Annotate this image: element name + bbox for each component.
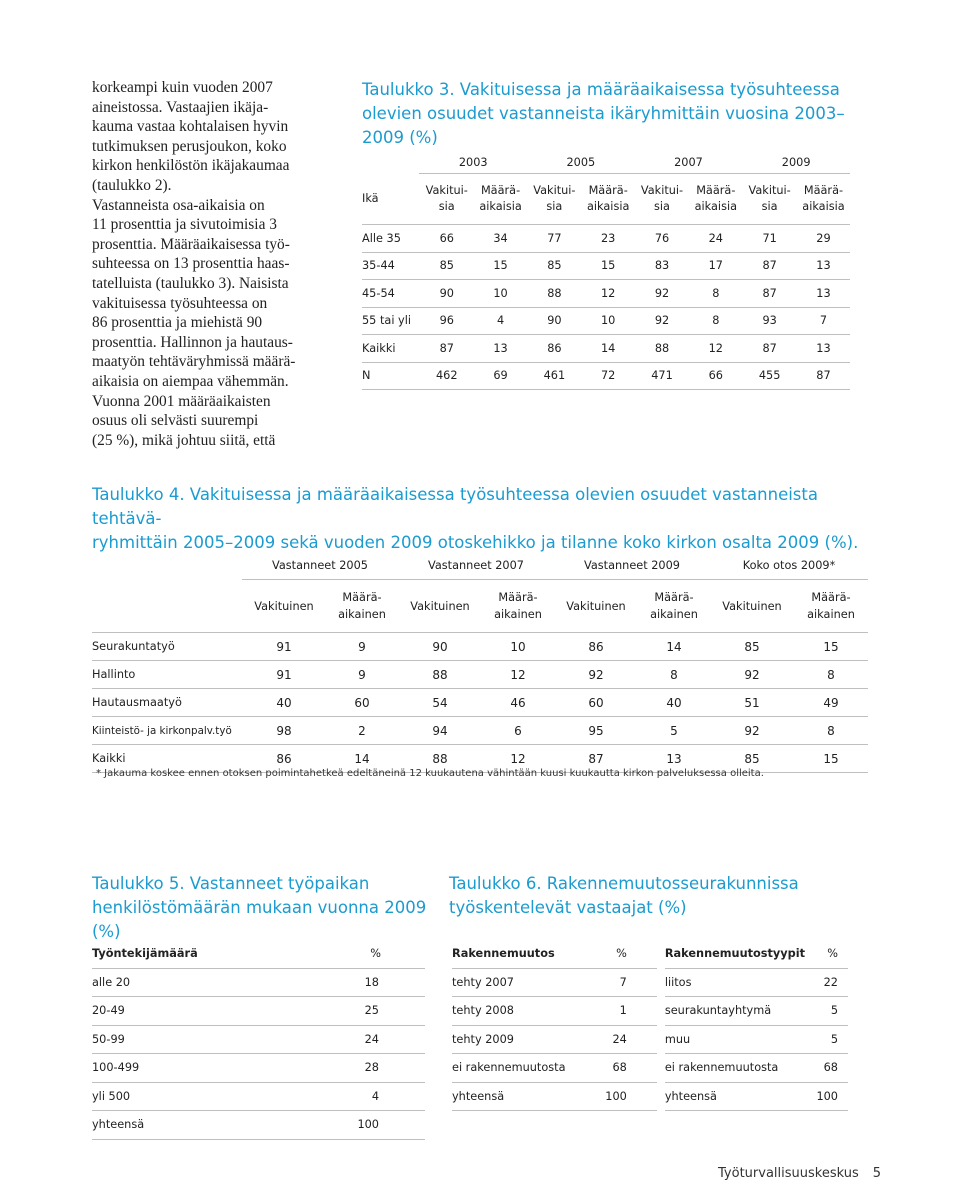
table4-subheader: Vakituinen — [410, 599, 470, 613]
table6-row — [452, 997, 848, 1026]
table3-cell: 66 — [689, 362, 742, 390]
table4-cell: 95 — [554, 717, 638, 745]
table3-cell: 29 — [797, 225, 850, 253]
table3-subheader: Määrä- aikaisia — [802, 184, 845, 213]
table3-cell: 72 — [582, 362, 635, 390]
table4-cell: 88 — [398, 661, 482, 689]
table4-cell: 14 — [638, 633, 710, 661]
table3-year-header: 2003 — [419, 151, 527, 174]
table5-row-value: 100 — [295, 1111, 425, 1140]
table3-cell: 13 — [797, 252, 850, 280]
table4-corner — [92, 552, 242, 580]
table3-cell: 15 — [582, 252, 635, 280]
table3-cell: 7 — [797, 307, 850, 335]
table5-row-value: 25 — [295, 997, 425, 1026]
table4-cell: 8 — [794, 661, 868, 689]
table3-year-header: 2005 — [527, 151, 635, 174]
table3-row — [362, 280, 850, 308]
table4-row-label: Kaikki — [92, 745, 242, 773]
table6-right-label: yhteensä — [665, 1082, 805, 1111]
table3-cell: 77 — [527, 225, 582, 253]
table3-cell: 17 — [689, 252, 742, 280]
table3-subheader: Määrä- aikaisia — [479, 184, 522, 213]
table6-right-value: 5 — [805, 1025, 848, 1054]
table3-caption: Taulukko 3. Vakituisessa ja määräaikaisessa työsuhteessa olevien osuudet vastanneista ikäryhmittäin vuosina 2003–2009 (%) — [362, 80, 845, 147]
table3-row — [362, 252, 850, 280]
table4-row — [92, 717, 868, 745]
table5-row-label: 50-99 — [92, 1025, 295, 1054]
table4-subheader: Vakituinen — [722, 599, 782, 613]
table5-row-label: yli 500 — [92, 1082, 295, 1111]
table4-group-header: Vastanneet 2005 — [242, 552, 398, 580]
table3-cell: 471 — [635, 362, 690, 390]
table6-left-label: tehty 2007 — [452, 968, 592, 997]
table3-cell: 88 — [635, 335, 690, 363]
table4-cell: 85 — [710, 745, 794, 773]
table3-cell: 8 — [689, 280, 742, 308]
table3-cell: 87 — [742, 335, 797, 363]
table3-row-label: 45-54 — [362, 280, 419, 308]
table3-cell: 96 — [419, 307, 474, 335]
table3-cell: 13 — [797, 335, 850, 363]
table6-caption: Taulukko 6. Rakennemuutosseurakunnissa työskentelevät vastaajat (%) — [449, 874, 799, 917]
table4-row-label: Hallinto — [92, 661, 242, 689]
table4-cell: 9 — [326, 633, 398, 661]
table4-cell: 60 — [326, 689, 398, 717]
table4-group-header: Vastanneet 2007 — [398, 552, 554, 580]
table4-cell: 88 — [398, 745, 482, 773]
table5-caption: Taulukko 5. Vastanneet työpaikan henkilöstömäärän mukaan vuonna 2009 (%) — [92, 874, 427, 941]
table4-row — [92, 661, 868, 689]
page-number: 5 — [872, 1166, 882, 1181]
table6-gap — [657, 997, 665, 1026]
table4-cell: 92 — [710, 717, 794, 745]
table3-cell: 90 — [419, 280, 474, 308]
table3-cell: 86 — [527, 335, 582, 363]
table5-row-label: 20-49 — [92, 997, 295, 1026]
table3-cell: 93 — [742, 307, 797, 335]
table3-row-label: 35-44 — [362, 252, 419, 280]
table4-group-header: Koko otos 2009* — [710, 552, 868, 580]
table3-cell: 13 — [474, 335, 527, 363]
table4-cell: 6 — [482, 717, 554, 745]
table3-cell: 92 — [635, 307, 690, 335]
table6-left-label: tehty 2008 — [452, 997, 592, 1026]
table6-left-label: ei rakennemuutosta — [452, 1054, 592, 1083]
table3-cell: 23 — [582, 225, 635, 253]
table3-cell: 90 — [527, 307, 582, 335]
table4-cell: 12 — [482, 661, 554, 689]
table3-cell: 14 — [582, 335, 635, 363]
table4-cell: 86 — [242, 745, 326, 773]
table3-row — [362, 335, 850, 363]
table4-cell: 94 — [398, 717, 482, 745]
table3-subheader: Määrä- aikaisia — [694, 184, 738, 213]
table3-corner — [362, 151, 419, 174]
table4-row — [92, 633, 868, 661]
table3-cell: 10 — [582, 307, 635, 335]
table5-row — [92, 1111, 425, 1140]
table6-right-value: 5 — [805, 997, 848, 1026]
table3-cell: 88 — [527, 280, 582, 308]
table6-right-value: 100 — [805, 1082, 848, 1111]
table4 — [92, 552, 868, 773]
table6-right-label: liitos — [665, 968, 805, 997]
table6-left-value: 1 — [592, 997, 657, 1026]
table3-cell: 12 — [689, 335, 742, 363]
table5-row-value: 4 — [295, 1082, 425, 1111]
table6-header-right: Rakennemuutostyypit — [665, 940, 805, 968]
table3-age-header: Ikä — [362, 192, 379, 206]
table4-cell: 14 — [326, 745, 398, 773]
table4-cell: 91 — [242, 633, 326, 661]
table4-cell: 60 — [554, 689, 638, 717]
table3-row-label: Alle 35 — [362, 225, 419, 253]
table4-cell: 92 — [554, 661, 638, 689]
table3-subheader: Määrä- aikaisia — [586, 184, 630, 213]
table5 — [92, 940, 425, 1140]
table4-row-label: Kiinteistö- ja kirkonpalv.työ — [92, 717, 242, 745]
table3-cell: 12 — [582, 280, 635, 308]
table3-subheader: Vakitui- sia — [533, 184, 576, 213]
table3 — [362, 151, 850, 390]
table3-subheader: Vakitui- sia — [425, 184, 468, 213]
table3-cell: 10 — [474, 280, 527, 308]
table6-left-value: 100 — [592, 1082, 657, 1111]
table3-cell: 13 — [797, 280, 850, 308]
table3-cell: 4 — [474, 307, 527, 335]
table5-header-label: Työntekijämäärä — [92, 940, 295, 968]
table3-cell: 85 — [527, 252, 582, 280]
table4-caption: Taulukko 4. Vakituisessa ja määräaikaisessa työsuhteessa olevien osuudet vastanneista tehtävä- ryhmittäin 2005–2009 sekä vuoden 2009 otoskehikko ja tilanne koko kirkon osalta 2009 (%). — [92, 485, 859, 552]
table4-cell: 54 — [398, 689, 482, 717]
table3-cell: 87 — [797, 362, 850, 390]
table3-year-header: 2009 — [742, 151, 850, 174]
table5-row-label: 100-499 — [92, 1054, 295, 1083]
table6 — [452, 940, 848, 1111]
table6-right-label: ei rakennemuutosta — [665, 1054, 805, 1083]
table3-cell: 461 — [527, 362, 582, 390]
table4-row-label: Seurakuntatyö — [92, 633, 242, 661]
table6-row — [452, 1082, 848, 1111]
table3-row — [362, 307, 850, 335]
table4-cell: 46 — [482, 689, 554, 717]
table3-cell: 24 — [689, 225, 742, 253]
table6-left-value: 7 — [592, 968, 657, 997]
table6-gap — [657, 1082, 665, 1111]
table3-cell: 87 — [742, 252, 797, 280]
table3-cell: 87 — [419, 335, 474, 363]
table4-cell: 87 — [554, 745, 638, 773]
table3-cell: 71 — [742, 225, 797, 253]
table5-row — [92, 997, 425, 1026]
table4-subheader: Vakituinen — [566, 599, 626, 613]
publisher-name: Työturvallisuuskeskus — [718, 1166, 859, 1181]
table4-cell: 91 — [242, 661, 326, 689]
table3-subheader: Vakitui- sia — [640, 184, 684, 213]
table3-cell: 8 — [689, 307, 742, 335]
table3-cell: 69 — [474, 362, 527, 390]
table4-cell: 49 — [794, 689, 868, 717]
table4-cell: 5 — [638, 717, 710, 745]
table5-row — [92, 1082, 425, 1111]
table4-subheader: Vakituinen — [254, 599, 314, 613]
table4-row-label: Hautausmaatyö — [92, 689, 242, 717]
table6-gap — [657, 1054, 665, 1083]
table4-cell: 90 — [398, 633, 482, 661]
table3-cell: 85 — [419, 252, 474, 280]
table4-cell: 92 — [710, 661, 794, 689]
table4-subheader: Määrä- aikainen — [338, 591, 386, 621]
table4-cell: 9 — [326, 661, 398, 689]
table3-cell: 87 — [742, 280, 797, 308]
table4-subheader: Määrä- aikainen — [494, 591, 542, 621]
table5-row-value: 28 — [295, 1054, 425, 1083]
table4-cell: 8 — [638, 661, 710, 689]
table3-year-header: 2007 — [635, 151, 743, 174]
table3-cell: 462 — [419, 362, 474, 390]
table4-cell: 98 — [242, 717, 326, 745]
table4-cell: 2 — [326, 717, 398, 745]
table4-row — [92, 689, 868, 717]
table3-row-label: Kaikki — [362, 335, 419, 363]
table4-subheader: Määrä- aikainen — [807, 591, 855, 621]
table4-subheader: Määrä- aikainen — [650, 591, 698, 621]
table3-cell: 83 — [635, 252, 690, 280]
table3-cell: 34 — [474, 225, 527, 253]
table4-cell: 40 — [242, 689, 326, 717]
page-footer — [718, 1166, 881, 1181]
table6-header-left: Rakennemuutos — [452, 940, 592, 968]
table4-cell: 13 — [638, 745, 710, 773]
table6-left-label: tehty 2009 — [452, 1025, 592, 1054]
table4-cell: 15 — [794, 745, 868, 773]
table6-row — [452, 1025, 848, 1054]
table5-row — [92, 968, 425, 997]
body-paragraph: korkeampi kuin vuoden 2007 aineistossa. Vastaajien ikäja- kauma vastaa kohtalaisen hyvin tutkimuksen perusjoukon, koko kirkon henkilöstön ikäjakaumaa (taulukko 2). Vastanneista osa-aikaisia on 11 prosenttia ja sivutoimisia 3 prosenttia. Määräaikaisessa työ- suhteessa on 13 prosenttia haas- tatelluista (taulukko 3). Naisista vakituisessa työsuhteessa on 86 prosenttia ja miehistä 90 prosenttia. Hallinnon ja hautaus- maatyön tehtäväryhmissä määrä- aikaisia on aiempaa vähemmän. Vuonna 2001 määräaikaisten osuus oli selvästi suurempi (25 %), mikä johtuu siitä, että — [92, 79, 296, 449]
table6-right-value: 22 — [805, 968, 848, 997]
table3-cell: 455 — [742, 362, 797, 390]
table3-subheader: Vakitui- sia — [748, 184, 791, 213]
table4-cell: 12 — [482, 745, 554, 773]
table6-right-label: muu — [665, 1025, 805, 1054]
table4-cell: 8 — [794, 717, 868, 745]
table4-group-header: Vastanneet 2009 — [554, 552, 710, 580]
table4-cell: 40 — [638, 689, 710, 717]
table6-gap — [657, 968, 665, 997]
table6-left-value: 24 — [592, 1025, 657, 1054]
table3-cell: 76 — [635, 225, 690, 253]
table6-right-value: 68 — [805, 1054, 848, 1083]
table3-row — [362, 225, 850, 253]
table4-footnote: * Jakauma koskee ennen otoksen poimintahetkeä edeltäneinä 12 kuukautena vähintään kuusi kuukautta kirkon palveluksessa olleita. — [96, 768, 764, 779]
table3-cell: 66 — [419, 225, 474, 253]
table3-row-label: 55 tai yli — [362, 307, 419, 335]
table5-row — [92, 1054, 425, 1083]
table3-row — [362, 362, 850, 390]
table4-row-label-header — [92, 580, 242, 633]
table6-left-label: yhteensä — [452, 1082, 592, 1111]
table3-cell: 92 — [635, 280, 690, 308]
table4-cell: 86 — [554, 633, 638, 661]
table4-cell: 15 — [794, 633, 868, 661]
table6-row — [452, 1054, 848, 1083]
table6-right-label: seurakuntayhtymä — [665, 997, 805, 1026]
table6-row — [452, 968, 848, 997]
table3-row-label: N — [362, 362, 419, 390]
table6-gap — [657, 940, 665, 968]
table4-cell: 85 — [710, 633, 794, 661]
table5-row-label: yhteensä — [92, 1111, 295, 1140]
table4-cell: 51 — [710, 689, 794, 717]
table3-cell: 15 — [474, 252, 527, 280]
table5-row — [92, 1025, 425, 1054]
table6-header-right-value: % — [805, 940, 848, 968]
table5-row-value: 18 — [295, 968, 425, 997]
table6-gap — [657, 1025, 665, 1054]
table6-header-left-value: % — [592, 940, 657, 968]
table6-left-value: 68 — [592, 1054, 657, 1083]
table5-header-value: % — [295, 940, 425, 968]
table4-cell: 10 — [482, 633, 554, 661]
table5-row-value: 24 — [295, 1025, 425, 1054]
table5-row-label: alle 20 — [92, 968, 295, 997]
